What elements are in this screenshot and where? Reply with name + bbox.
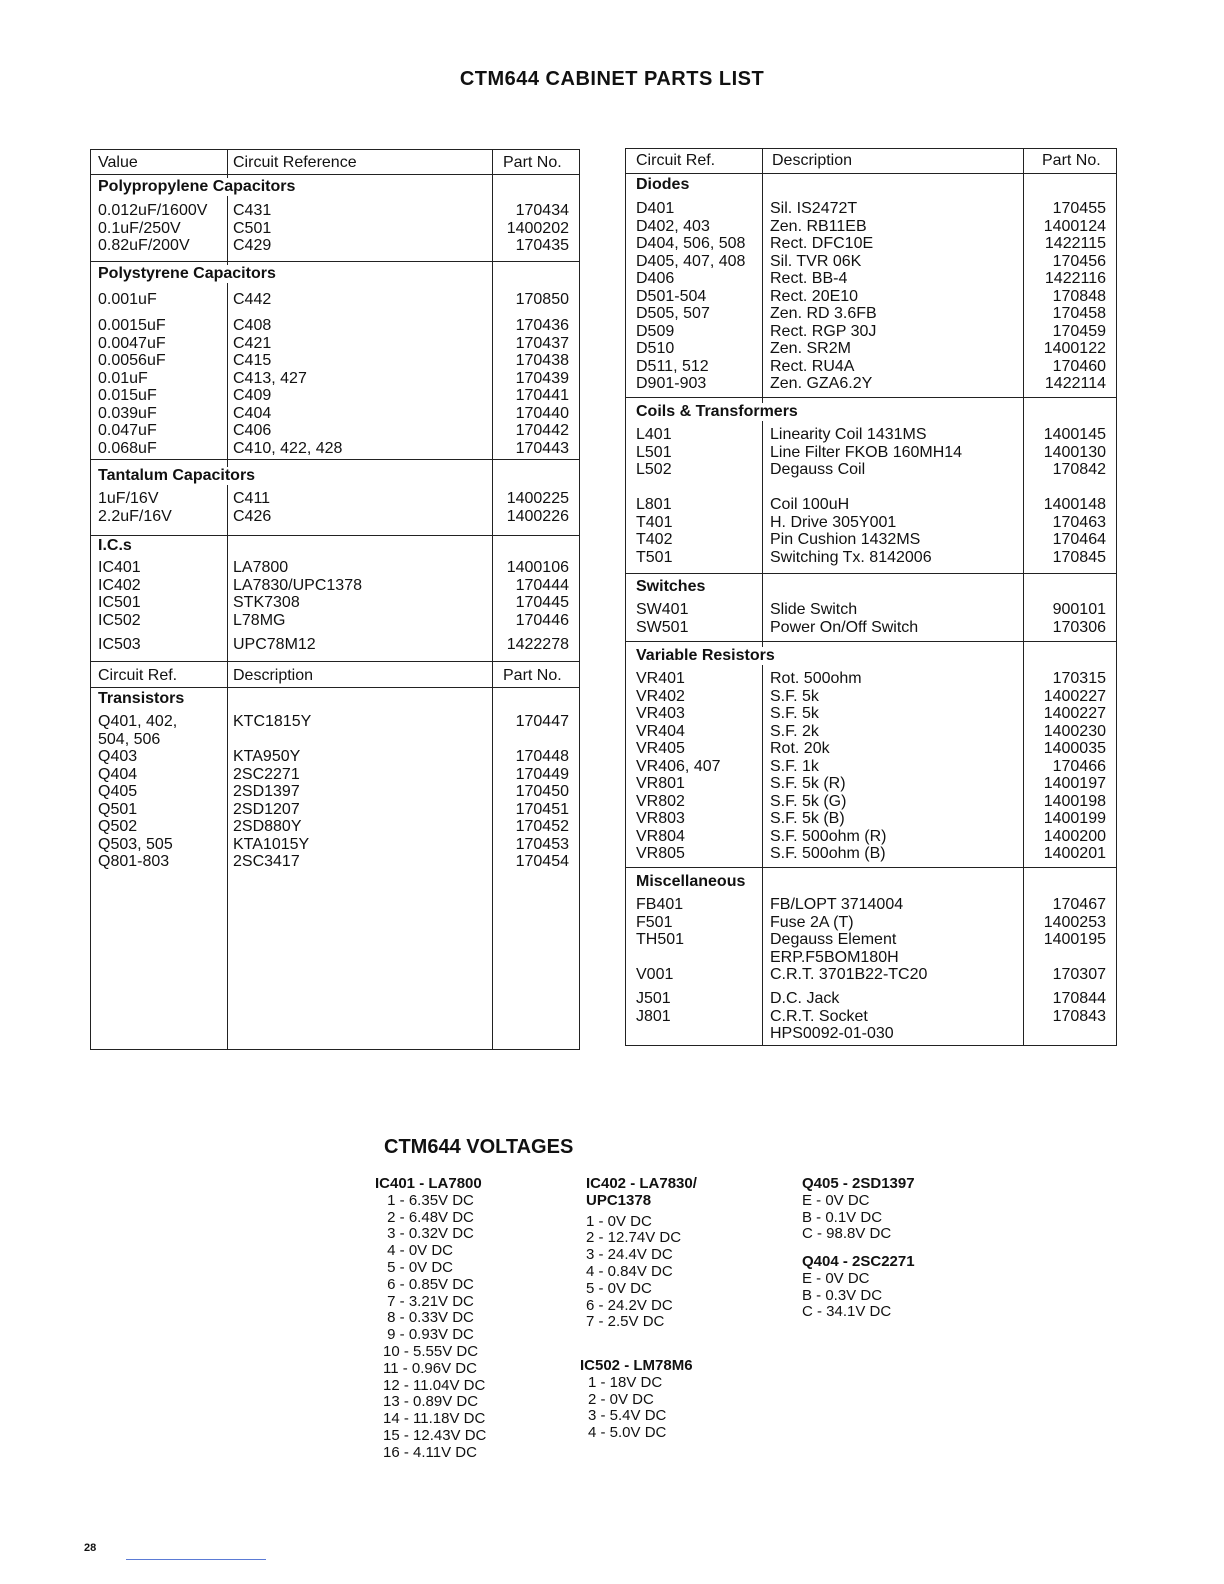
polypropylene-parts: 170434 1400202 170435 — [506, 202, 569, 254]
coils-desc: Linearity Coil 1431MS Line Filter FKOB 160MH14 Degauss Coil — [770, 426, 963, 478]
section-transistors: Transistors — [98, 690, 187, 708]
q404-lines: E - 0V DC B - 0.3V DC C - 34.1V DC — [802, 1269, 892, 1321]
voltage-block-ic402 — [586, 1176, 697, 1331]
transformers-refs: L801 T401 T402 T501 — [636, 496, 673, 566]
variable-desc: Rot. 500ohm S.F. 5k S.F. 5k S.F. 2k Rot. 20k S.F. 1k S.F. 5k (R) S.F. 5k (G) S.F. 5k (B) S.F. 500ohm (R) S.F. 500ohm (B) — [770, 670, 887, 862]
transformers-desc: Coil 100uH H. Drive 305Y001 Pin Cushion 1432MS Switching Tx. 8142006 — [770, 496, 932, 566]
ic503-part: 1422278 — [506, 636, 569, 653]
diodes-parts: 170455 1400124 1422115 170456 1422116 170848 170458 170459 1400122 170460 1422114 — [1043, 200, 1106, 392]
section-polystyrene: Polystyrene Capacitors — [98, 265, 279, 283]
coils-parts: 1400145 1400130 170842 — [1043, 426, 1106, 478]
polystyrene-values: 0.0015uF 0.0047uF 0.0056uF 0.01uF 0.015uF 0.039uF 0.047uF 0.068uF — [98, 317, 166, 457]
section-polypropylene: Polypropylene Capacitors — [98, 178, 298, 196]
diodes-desc: Sil. IS2472T Zen. RB11EB Rect. DFC10E Sil. TVR 06K Rect. BB-4 Rect. 20E10 Zen. RD 3.6FB Rect. RGP 30J Zen. SR2M Rect. RU4A Zen. GZA6.2Y — [770, 200, 877, 392]
ics-values: IC401 IC402 IC501 IC502 — [98, 559, 141, 629]
section-miscellaneous: Miscellaneous — [636, 873, 748, 891]
ic402-lines: 1 - 0V DC 2 - 12.74V DC 3 - 24.4V DC 4 - 0.84V DC 5 - 0V DC 6 - 24.2V DC 7 - 2.5V DC — [586, 1212, 682, 1331]
tantalum-values: 1uF/16V 2.2uF/16V — [98, 490, 172, 525]
section-tantalum: Tantalum Capacitors — [98, 467, 258, 485]
ics-parts: 1400106 170444 170445 170446 — [506, 559, 569, 629]
right-header-circuit-ref: Circuit Ref. — [636, 152, 716, 169]
tantalum-parts: 1400225 1400226 — [506, 490, 569, 525]
voltage-block-q405 — [802, 1176, 915, 1243]
polystyrene-refs: C408 C421 C415 C413, 427 C409 C404 C406 C410, 422, 428 — [233, 317, 343, 457]
jack-desc: D.C. Jack C.R.T. Socket HPS0092-01-030 — [770, 990, 894, 1042]
header-part-no: Part No. — [503, 154, 562, 171]
page-title: CTM644 CABINET PARTS LIST — [459, 68, 765, 90]
polystyrene-first-part: 170850 — [515, 291, 569, 308]
footer-divider — [126, 1559, 266, 1560]
diodes-refs: D401 D402, 403 D404, 506, 508 D405, 407, 408 D406 D501-504 D505, 507 D509 D510 D511, 512 D901-903 — [636, 200, 746, 392]
polystyrene-first-value: 0.001uF — [98, 291, 157, 308]
section-coils: Coils & Transformers — [636, 403, 801, 421]
transformers-parts: 1400148 170463 170464 170845 — [1043, 496, 1106, 566]
right-header-part-no: Part No. — [1042, 152, 1101, 169]
jack-parts: 170844 170843 — [1052, 990, 1106, 1025]
variable-parts: 170315 1400227 1400227 1400230 1400035 170466 1400197 1400198 1400199 1400200 1400201 — [1043, 670, 1106, 862]
ic402-title: IC402 - LA7830/ UPC1378 — [586, 1175, 697, 1209]
section-ics: I.C.s — [98, 537, 135, 555]
ic401-lines: 1 - 6.35V DC 2 - 6.48V DC 3 - 0.32V DC 4 - 0V DC 5 - 0V DC 6 - 0.85V DC 7 - 3.21V DC 8 - 0.33V DC 9 - 0.93V DC 10 - 5.55V DC 11 - 0.96V DC 12 - 11.04V DC 13 - 0.89V DC 14 - 11.18V DC 15 - 12.43V DC 16 - 4.11V DC — [383, 1191, 487, 1461]
q405-title: Q405 - 2SD1397 — [802, 1175, 915, 1192]
q404-title: Q404 - 2SC2271 — [802, 1253, 915, 1270]
switches-parts: 900101 170306 — [1052, 601, 1106, 636]
page-number: 28 — [84, 1542, 97, 1554]
section-switches: Switches — [636, 578, 708, 596]
transistors-parts: 170448 170449 170450 170451 170452 170453 170454 — [515, 748, 569, 870]
ics-refs: LA7800 LA7830/UPC1378 STK7308 L78MG — [233, 559, 362, 629]
polypropylene-refs: C431 C501 C429 — [233, 202, 272, 254]
misc-refs: FB401 F501 TH501 V001 — [636, 896, 685, 983]
misc-parts: 170467 1400253 1400195 170307 — [1043, 896, 1106, 983]
header2-part-no: Part No. — [503, 667, 562, 684]
voltage-block-ic401 — [375, 1176, 486, 1462]
switches-desc: Slide Switch Power On/Off Switch — [770, 601, 919, 636]
ic502-title: IC502 - LM78M6 — [580, 1357, 693, 1374]
q405-lines: E - 0V DC B - 0.1V DC C - 98.8V DC — [802, 1191, 892, 1243]
right-parts-table — [625, 148, 1117, 1046]
header2-description: Description — [233, 667, 314, 684]
voltage-block-ic502 — [580, 1358, 693, 1442]
polystyrene-first-ref: C442 — [233, 291, 272, 308]
transistors-refs: Q403 Q404 Q405 Q501 Q502 Q503, 505 Q801-803 — [98, 748, 173, 870]
section-diodes: Diodes — [636, 176, 692, 194]
ic503-ref: UPC78M12 — [233, 636, 316, 653]
ic503-value: IC503 — [98, 636, 141, 653]
jack-refs: J501 J801 — [636, 990, 671, 1025]
ic401-title: IC401 - LA7800 — [375, 1175, 482, 1192]
header2-circuit-ref: Circuit Ref. — [98, 667, 178, 684]
transistors-refs-first: Q401, 402, 504, 506 — [98, 713, 178, 748]
tantalum-refs: C411 C426 — [233, 490, 272, 525]
voltage-block-q404 — [802, 1254, 915, 1321]
voltages-title: CTM644 VOLTAGES — [384, 1136, 574, 1158]
transistors-part-first: 170447 — [515, 713, 569, 730]
polypropylene-values: 0.012uF/1600V 0.1uF/250V 0.82uF/200V — [98, 202, 208, 254]
left-parts-table — [90, 149, 580, 1050]
section-variable-resistors: Variable Resistors — [636, 647, 778, 665]
variable-refs: VR401 VR402 VR403 VR404 VR405 VR406, 407 VR801 VR802 VR803 VR804 VR805 — [636, 670, 721, 862]
right-header-description: Description — [772, 152, 853, 169]
misc-desc: FB/LOPT 3714004 Fuse 2A (T) Degauss Element ERP.F5BOM180H C.R.T. 3701B22-TC20 — [770, 896, 928, 983]
coils-refs: L401 L501 L502 — [636, 426, 672, 478]
transistors-desc-first: KTC1815Y — [233, 713, 312, 730]
switches-refs: SW401 SW501 — [636, 601, 689, 636]
header-circuit-reference: Circuit Reference — [233, 154, 357, 171]
ic502-lines: 1 - 18V DC 2 - 0V DC 3 - 5.4V DC 4 - 5.0V DC — [588, 1373, 667, 1442]
polystyrene-parts: 170436 170437 170438 170439 170441 170440 170442 170443 — [515, 317, 569, 457]
header-value: Value — [98, 154, 138, 171]
transistors-desc: KTA950Y 2SC2271 2SD1397 2SD1207 2SD880Y KTA1015Y 2SC3417 — [233, 748, 310, 870]
